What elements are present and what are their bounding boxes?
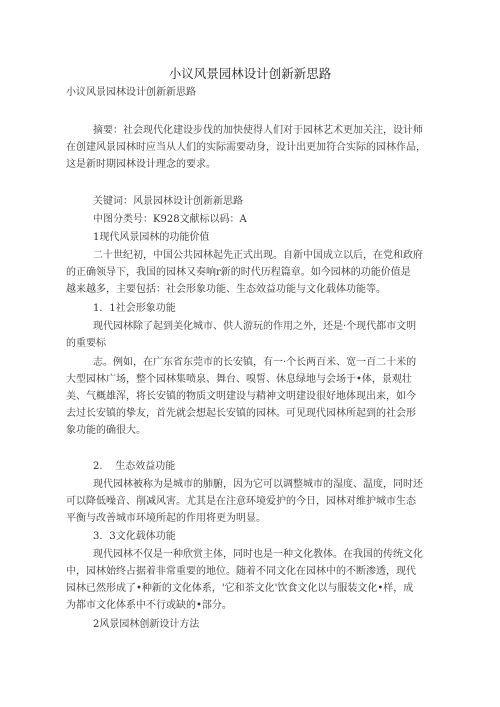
paragraph-line: 大型园林广场，整个园林集喷泉、舞台、嗅誓、休息绿地与会场于•体，景观壮	[66, 374, 412, 385]
paragraph-line: 二十世纪初，中国公共园林起先正式出现。自新中国成立以后，在党和政府	[93, 250, 423, 261]
keywords: 关键词：风景园林设计创新新思路	[93, 196, 243, 207]
paragraph-line: 去过长安镇的挚友，首先就会想起长安镇的园林。可见现代园林所起到的社会形	[66, 408, 416, 419]
paragraph-line: 象功能的确很大。	[66, 425, 146, 436]
document-title: 小议风景园林设计创新新思路	[168, 66, 332, 81]
abstract-line: 摘要：社会现代化建设步伐的加快使得人们对于园林艺术更加关注，设计师	[93, 125, 423, 136]
subsection-heading: 3．3文化载体功能	[93, 531, 176, 542]
paragraph-line: 美、气概雄浑，将长安镇的物质文明建设与精神文明建设很好地体现出来，如今	[66, 391, 416, 402]
paragraph-line: 中，园林始终占据着非常重要的地位。随着不同文化在园林中的不断渗透，现代	[66, 566, 416, 577]
abstract-line: 在创建风景园林时应当从人们的实际需要动身，设计出更加符合实际的园林作品，	[66, 142, 426, 153]
paragraph-line: 的正确领导下，我国的园林又奏响r新的时代历程篇章。如今园林的功能价值是	[66, 267, 411, 278]
section-heading: 2风景园林创新设计方法	[93, 619, 200, 630]
paragraph-line: 现代园林除了起到美化城市、供人游玩的作用之外，还是·个现代都市文明	[93, 321, 417, 332]
paragraph-line: 越来越多，主要包括：社会形象功能、生态效益功能与文化载体功能等。	[66, 284, 386, 295]
paragraph-line: 为都市文化体系中不行或缺的•部分。	[66, 600, 232, 611]
section-heading: 1现代风景园林的功能价值	[93, 232, 210, 243]
paragraph-line: 可以降低噪音、削减风害。尤其是在注意环境爱护的今日，园林对维护城市生态	[66, 496, 416, 507]
subsection-heading: 2. 生态效益功能	[93, 461, 176, 472]
paragraph-line: 现代园林不仅是一种欣赏主体，同时也是一种文化教体。在我国的传统文化	[93, 549, 423, 560]
paragraph-line: 园林已然形成了•种新的文化体系，'它和茶文化'饮食文化以与服装文化•样，成	[66, 583, 414, 594]
subsection-heading: 1．1社会形象功能	[93, 303, 176, 314]
document-subtitle: 小议风景园林设计创新新思路	[66, 87, 196, 98]
paragraph-line: 现代园林被称为是城市的肺腑，因为它可以调整城市的湿度、温度，同时还	[93, 479, 423, 490]
paragraph-line: 的重要标	[66, 338, 106, 349]
abstract-line: 这是新时期园林设计理念的要求。	[66, 159, 216, 170]
paragraph-line: 平衡与改善城市环境所起的作用将更为明显。	[66, 513, 266, 524]
paragraph-line: 志。例如，在广东省东莞市的长安镇，有一·个长两百米、宽一百二十米的	[93, 357, 417, 368]
classification-code: 中图分类号：K928文献标以码：A	[93, 214, 247, 225]
